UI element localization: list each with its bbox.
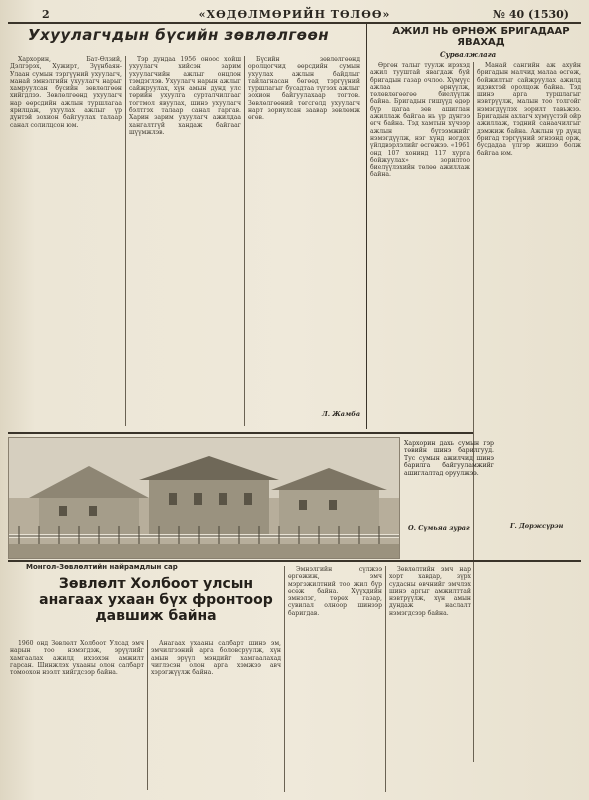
section-label: Монгол-Зөвлөлтийн найрамдлын сар	[26, 563, 178, 571]
article3-text-1: 1960 онд Зөвлөлт Холбоот Улсад эмч нарын тоо нэмэгдэж, эрүүлийг хамгаалах ажилд ихээхэн амжилт гарсан. Шинжлэх ухааны олон салбарт томоохон нээлт хийгдсээр байна.	[10, 640, 144, 677]
article3-text-3: Эмнэлгийн сүлжээ өргөжиж, эмч мэргэжилтний тоо жил бүр өсөж байна. Хүүхдийн эмнэлэг, төрөх газар, сувилал олноор шинээр баригдав.	[288, 566, 382, 617]
article3-text-2: Анагаах ухааны салбарт шинэ эм, эмчилгээний арга боловсруулж, хүн амын эрүүл мэндийг хамгаалахад чиглэсэн олон арга хэмжээ авч хэрэгжүүлж байна.	[151, 640, 281, 677]
horizontal-rule	[8, 560, 581, 562]
article2-text-2: Манай сангийн аж ахуйн бригадын малчид малаа өсгөж, бойжилтыг сайжруулах ажилд идэвхтэй оролцож байна. Тэд шинэ арга туршлагыг нэвтрүүлж, малын тоо толгойг нэмэгдүүлэх зорилт тавьжээ. Бригадын ахлагч хүмүүстэй ойр ажиллаж, тэдний санаачилгыг дэмжиж байна. Ажлын үр дүнд бригад тэргүүний эгнээнд орж, бусдадаа үлгэр жишээ болж байгаа юм.	[477, 62, 581, 157]
article1-text-1: Хархорин, Бат-Өлзий, Дэлгэрэх, Хужирт, Зүүнбаян-Улаан сумын тэргүүний ухуулагч, манай эмнэлгийн ухуулагч нарыг хамруулсан бүсийн зөвлөлгөөн хийгдлээ. Зөвлөлгөөнд ухуулагч нар өөрсдийн ажлын туршлагаа ярилцаж, ухуулах ажлыг үр дүнтэй зохион байгуулах талаар санал солилцсон юм.	[10, 56, 122, 129]
column-divider	[125, 56, 126, 426]
article2-text-1: Өргөн талыг туулж ирэхэд ажил тууштай явагдаж буй бригадын газар очлоо. Хүмүүс ажлаа өрнүүлж, төлөвлөгөөгөө биелүүлж байна. Бригадын гишүүд өдөр бүр цагаа зөв ашиглан ажиллаж байгаа нь үр дүнгээ өгч байна. Тэд хамтын хүчээр ажлын бүтээмжийг нэмэгдүүлж, нэг хүнд ногдох үйлдвэрлэлийг өсгөжээ. «1961 онд 107 хонинд 117 хурга бойжуулах» зорилтоо биелүүлэхийн төлөө ажиллаж байна.	[370, 62, 470, 179]
page-number: 2	[42, 8, 50, 21]
article1-headline: Ухуулагчдын бүсийн зөвлөлгөөн	[28, 26, 330, 44]
article3-column-4	[389, 566, 471, 790]
buildings-photo	[8, 437, 400, 559]
article2-column-2	[477, 62, 581, 502]
article2-column-1	[370, 62, 470, 422]
column-divider	[385, 566, 386, 792]
photo-caption: Хархорин дахь сумын гэр төвийн шинэ барилгууд. Тус сумын ажилчид шинэ барилга байгууламжийг ашиглалтад оруулжээ.	[404, 440, 494, 477]
article3-column-2	[151, 640, 281, 790]
article3-headline: Зөвлөлт Холбоот улсын анагаах ухаан бүх фронтоор давшиж байна	[39, 576, 273, 624]
section-divider	[366, 24, 367, 429]
column-divider	[147, 640, 148, 790]
article3-column-3	[288, 566, 382, 790]
article2-headline: АЖИЛ НЬ ӨРНӨЖ БРИГАДААР ЯВАХАД	[392, 26, 570, 48]
article1-column-1	[10, 56, 122, 356]
column-divider	[473, 62, 474, 762]
article1-column-2	[129, 56, 241, 356]
column-divider	[244, 56, 245, 426]
article1-signature: Л. Жамба	[322, 410, 361, 418]
masthead	[8, 6, 581, 24]
article1-text-2: Тэр дундаа 1956 оноос хойш ухуулагч хийсэн зарим ухуулагчийн ажлыг онцлон тэмдэглэв. Ухуулагч нарын ажлыг сайжруулах, хүн амын дунд улс төрийн ухуулга сурталчилгааг тогтмол явуулах, шинэ ухуулагч бэлтгэх талаар санал гаргав. Харин зарим ухуулагч ажилдаа хангалтгүй хандаж байгааг шүүмжлэв.	[129, 56, 241, 136]
article3-text-4: Зөвлөлтийн эмч нар хорт хавдар, зүрх судасны өвчнийг эмчлэх шинэ аргыг амжилттай нэвтрүүлж, хүн амын дундаж наслалт нэмэгдсээр байна.	[389, 566, 471, 617]
column-divider	[284, 566, 285, 792]
article1-text-3: Бүсийн зөвлөлгөөнд оролцогчид өөрсдийн сумын ухуулах ажлын байдлыг тайлагнасан бөгөөд тэргүүний туршлагыг бусадтаа түгээх ажлыг зохион байгуулахаар тогтов. Зөвлөлгөөний төгсгөлд ухуулагч нарт зориулсан заавар зөвлөмж өгөв.	[248, 56, 360, 122]
photo-credit: О. Сүмьяа зураг	[408, 524, 470, 532]
article2-signature: Г. Доржсүрэн	[510, 522, 564, 530]
horizontal-rule	[8, 432, 473, 434]
article3-column-1	[10, 640, 144, 790]
newspaper-title: «ХӨДӨЛМӨРИЙН ТӨЛӨӨ»	[198, 8, 391, 21]
article2-byline: Сурвалжлага	[440, 50, 497, 59]
issue-number: № 40 (1530)	[493, 8, 569, 21]
article1-column-3	[248, 56, 360, 356]
